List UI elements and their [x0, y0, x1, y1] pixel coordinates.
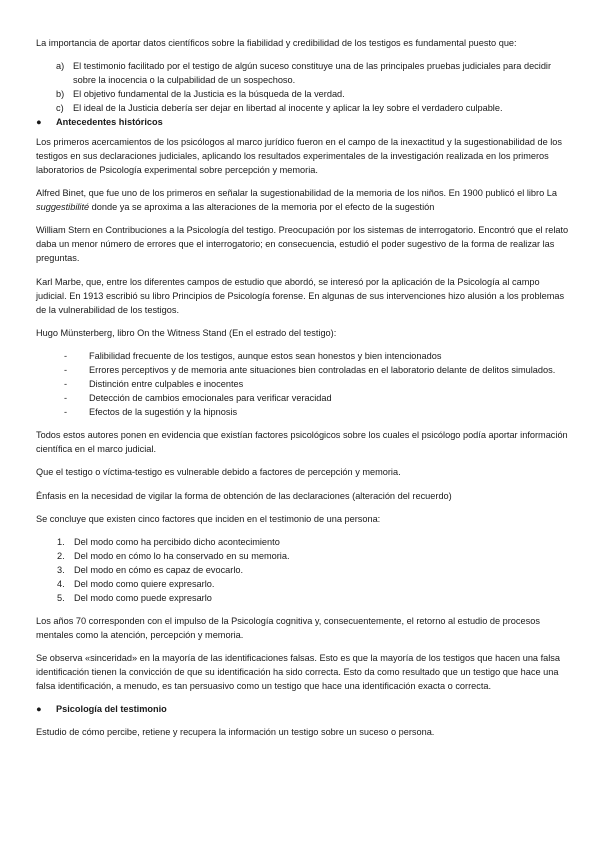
- binet-text: Alfred Binet, que fue uno de los primeros en señalar la sugestionabilidad de la memoria de los niños. En 1900 publicó el libro La: [36, 188, 557, 199]
- paragraph-munsterberg: Hugo Münsterberg, libro On the Witness Stand (En el estrado del testigo):: [36, 327, 337, 338]
- list-item-text: Errores perceptivos y de memoria ante situaciones bien controladas en el laboratorio delante de delitos simulados.: [89, 365, 556, 376]
- list-item-text: Del modo en cómo es capaz de evocarlo.: [74, 565, 244, 576]
- paragraph-enfasis: Énfasis en la necesidad de vigilar la forma de obtención de las declaraciones (alteración del recuerdo): [36, 490, 452, 501]
- list-marker: a): [56, 61, 65, 72]
- list-marker: c): [56, 103, 64, 114]
- list-item: [36, 364, 570, 378]
- list-item: [36, 350, 570, 364]
- dash-marker: -: [64, 351, 68, 362]
- document-page: [36, 37, 570, 750]
- list-item-text: Del modo como ha percibido dicho acontecimiento: [74, 537, 280, 548]
- bullet-icon: ●: [36, 704, 42, 715]
- paragraph-concluye: Se concluye que existen cinco factores que inciden en el testimonio de una persona:: [36, 513, 381, 524]
- list-item-text: Del modo como quiere expresarlo.: [74, 579, 215, 590]
- list-marker: 1.: [57, 537, 65, 548]
- list-item: [36, 102, 570, 116]
- list-item-text: Falibilidad frecuente de los testigos, aunque estos sean honestos y bien intencionados: [89, 351, 442, 362]
- dash-marker: -: [64, 406, 68, 417]
- list-item: [36, 406, 570, 420]
- section-heading-antecedentes: [36, 116, 570, 130]
- section-title: Psicología del testimonio: [56, 704, 167, 715]
- list-item-text: El testimonio facilitado por el testigo de algún suceso constituye una de las principales pruebas judiciales para decidir sobre la inocencia o la culpabilidad de un sospechoso.: [73, 61, 552, 86]
- dash-marker: -: [64, 379, 68, 390]
- list-marker: 5.: [57, 593, 65, 603]
- list-item: [36, 88, 570, 102]
- list-item-text: El ideal de la Justicia debería ser dejar en libertad al inocente y aplicar la ley sobre el verdadero culpable.: [73, 103, 503, 114]
- paragraph-sinceridad: Se observa «sinceridad» en la mayoría de las identificaciones falsas. Esto es que la mayoría de los testigos que hacen una falsa identificación tienen la convicción de que su identificación ha sido correcta. Esto da como resultado que un testigo que hace una falsa identificación, a menudo, es tan persuasivo como un testigo que hace una identificación exacta o correcta.: [36, 653, 560, 692]
- list-marker: b): [56, 89, 65, 100]
- list-item: [36, 392, 570, 406]
- paragraph-anos-70: Los años 70 corresponden con el impulso de la Psicología cognitiva y, consecuentemente, el retorno al estudio de procesos mentales como la atención, percepción y memoria.: [36, 615, 540, 640]
- list-marker: 3.: [57, 565, 65, 576]
- list-item: [36, 578, 570, 592]
- factores-list: [36, 536, 570, 606]
- paragraph-marbe: Karl Marbe, que, entre los diferentes campos de estudio que abordó, se interesó por la aplicación de la Psicología al campo judicial. En 1913 escribió su libro Principios de Psicología forense. En algunas de sus intervenciones hizo alusión a los problemas de la vulnerabilidad de los testigos.: [36, 276, 565, 315]
- list-item-text: Del modo como puede expresarlo: [74, 593, 212, 603]
- paragraph-vulnerable: Que el testigo o víctima-testigo es vulnerable debido a factores de percepción y memoria.: [36, 467, 401, 478]
- bullet-icon: ●: [36, 117, 42, 128]
- list-marker: 4.: [57, 579, 65, 590]
- intro-list: [36, 60, 570, 116]
- list-item-text: Distinción entre culpables e inocentes: [89, 379, 244, 390]
- section-title: Antecedentes históricos: [56, 117, 163, 128]
- dash-marker: -: [64, 365, 68, 376]
- dash-marker: -: [64, 393, 68, 404]
- munsterberg-list: [36, 350, 570, 420]
- section-heading-psicologia-testimonio: [36, 703, 570, 717]
- list-item: [36, 592, 570, 606]
- list-item: [36, 378, 570, 392]
- list-item: [36, 60, 570, 88]
- list-item-text: Detección de cambios emocionales para verificar veracidad: [89, 393, 332, 404]
- paragraph-primeros: Los primeros acercamientos de los psicólogos al marco jurídico fueron en el campo de la inexactitud y la sugestionabilidad de los testigos en sus declaraciones judiciales, aplicando los resultados experimentales de la investigación realizada en los primeros laboratorios de Psicología experimental sobre percepción y memoria.: [36, 136, 563, 175]
- list-item-text: Efectos de la sugestión y la hipnosis: [89, 406, 238, 417]
- paragraph-autores: Todos estos autores ponen en evidencia que existían factores psicológicos sobre los cuales el psicólogo podía aportar información científica en el marco judicial.: [36, 429, 568, 454]
- binet-text-end: donde ya se aproxima a las alteraciones de la memoria por el efecto de la sugestión: [89, 202, 435, 213]
- list-item: [36, 536, 570, 550]
- list-item: [36, 564, 570, 578]
- paragraph-stern: William Stern en Contribuciones a la Psicología del testigo. Preocupación por los sistemas de interrogatorio. Encontró que el relato daba un menor número de errores que el interrogatorio; en consecuencia, estudió el poder sugestivo de la forma de realizar las preguntas.: [36, 225, 569, 264]
- book-title-italic: suggestibilité: [36, 202, 90, 213]
- list-item: [36, 550, 570, 564]
- list-item-text: Del modo en cómo lo ha conservado en su memoria.: [74, 551, 290, 562]
- paragraph-estudio: Estudio de cómo percibe, retiene y recupera la información un testigo sobre un suceso o persona.: [36, 727, 435, 738]
- intro-paragraph: La importancia de aportar datos científicos sobre la fiabilidad y credibilidad de los testigos es fundamental puesto que:: [36, 38, 517, 48]
- list-marker: 2.: [57, 551, 65, 562]
- list-item-text: El objetivo fundamental de la Justicia es la búsqueda de la verdad.: [73, 89, 345, 100]
- paragraph-binet: [36, 187, 570, 215]
